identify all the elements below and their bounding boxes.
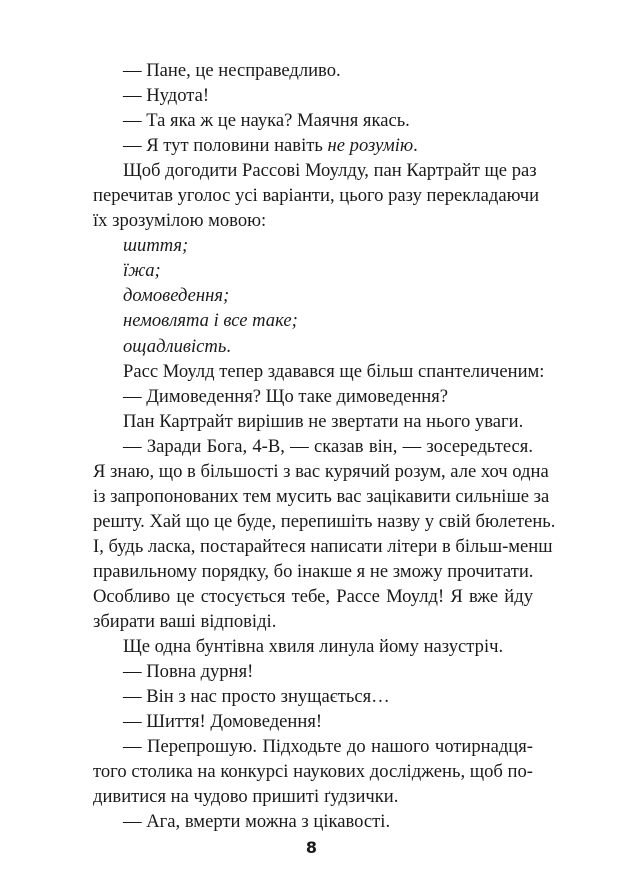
- text-segment: — Ага, вмерти можна з цікавості.: [123, 811, 391, 833]
- list-item-food: [93, 258, 533, 283]
- text-line-2: [93, 83, 533, 108]
- list-item-sewing: [93, 233, 533, 258]
- text-line-19: [93, 509, 556, 534]
- text-line-20: [93, 534, 553, 559]
- text-line-27: [93, 709, 533, 734]
- text-line-16: [93, 434, 533, 459]
- text-line-21: [93, 559, 533, 584]
- italic-segment: ощадливість: [123, 335, 227, 357]
- text-segment: — Заради Бога, 4-В, — сказав він, — зосередьтеся.: [123, 435, 533, 457]
- italic-segment: немовлята і все таке;: [123, 310, 298, 332]
- italic-segment: не розумію: [327, 135, 414, 157]
- text-segment: — Пане, це несправедливо.: [123, 60, 341, 81]
- text-segment: І, будь ласка, постарайтеся написати літери в більш-менш: [93, 535, 553, 557]
- text-line-24: [93, 634, 533, 659]
- list-item-home-economics: [93, 283, 533, 308]
- text-line-26: [93, 684, 533, 709]
- text-segment: — Шиття! Домоведення!: [123, 711, 323, 733]
- text-segment: перечитав уголос усі варіанти, цього разу перекладаючи: [93, 185, 540, 207]
- text-segment: — Димоведення? Що таке димоведення?: [123, 385, 449, 407]
- text-segment: Щоб догодити Рассові Моулду, пан Картрайт ще раз: [123, 160, 537, 182]
- text-line-5: [93, 158, 537, 183]
- text-line-23: [93, 609, 533, 634]
- text-segment: — Він з нас просто знущається…: [123, 686, 390, 708]
- text-line-1: [93, 58, 533, 83]
- text-segment: Расс Моулд тепер здавався ще більш спантеличеним:: [123, 360, 545, 382]
- text-segment: — Нудота!: [123, 85, 210, 107]
- text-line-17: [93, 459, 549, 484]
- text-segment: Пан Картрайт вирішив не звертати на нього уваги.: [123, 410, 524, 432]
- text-line-29: [93, 759, 533, 784]
- text-line-6: [93, 183, 540, 208]
- list-item-babies: [93, 308, 533, 333]
- text-segment: дивитися на чудово пришиті ґудзички.: [93, 786, 399, 808]
- text-segment: збирати ваші відповіді.: [93, 611, 277, 633]
- text-line-14: [93, 384, 533, 409]
- text-segment: Я знаю, що в більшості з вас курячий розум, але хоч одна: [93, 460, 549, 482]
- text-line-30: [93, 784, 533, 809]
- text-line-7: [93, 208, 533, 233]
- text-segment: .: [413, 135, 418, 157]
- text-line-18: [93, 484, 550, 509]
- text-line-28: [93, 734, 533, 759]
- text-segment: решту. Хай що це буде, перепишіть назву у свій бюлетень.: [93, 510, 556, 532]
- body-text: [93, 58, 556, 834]
- text-segment: — Я тут половини навіть: [123, 135, 328, 157]
- text-line-31: [93, 809, 533, 834]
- text-line-22: [93, 584, 533, 609]
- list-item-thrift: [93, 334, 533, 359]
- text-line-3: [93, 108, 533, 133]
- text-segment: їх зрозумілою мовою:: [93, 210, 267, 232]
- text-line-25: [93, 659, 533, 684]
- text-segment: Ще одна бунтівна хвиля линула йому назустріч.: [123, 636, 504, 658]
- text-line-15: [93, 409, 533, 434]
- text-line-4: [93, 133, 533, 158]
- text-line-13: [93, 359, 545, 384]
- text-segment: Особливо це стосується тебе, Рассе Моулд! Я вже йду: [93, 585, 533, 607]
- text-segment: правильному порядку, бо інакше я не зможу прочитати.: [93, 560, 534, 582]
- italic-segment: шиття;: [123, 235, 189, 257]
- text-segment: .: [226, 335, 231, 357]
- text-segment: — Перепрошую. Підходьте до нашого чотирнадця-: [123, 736, 533, 758]
- page-number: 8: [305, 838, 318, 857]
- text-segment: — Повна дурня!: [123, 661, 254, 683]
- text-segment: із запропонованих тем мусить вас зацікавити сильніше за: [93, 485, 550, 507]
- italic-segment: їжа;: [123, 260, 161, 282]
- text-segment: — Та яка ж це наука? Маячня якась.: [123, 110, 410, 132]
- italic-segment: домоведення;: [123, 285, 230, 307]
- text-segment: того столика на конкурсі наукових досліджень, щоб по-: [93, 761, 533, 783]
